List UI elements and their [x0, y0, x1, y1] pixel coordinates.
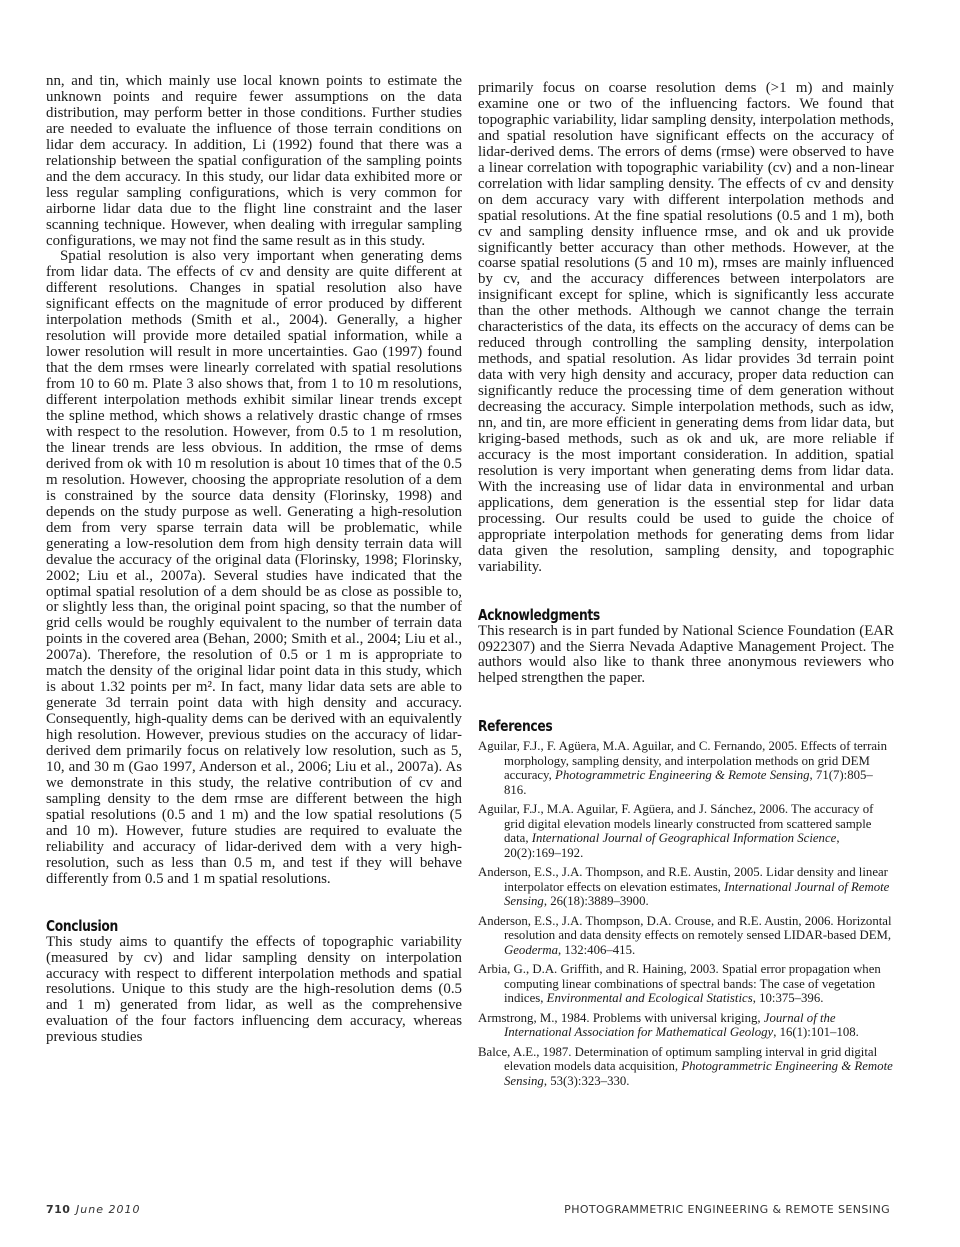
- references-heading: References: [478, 717, 553, 736]
- reference-item: Aguilar, F.J., F. Agüera, M.A. Aguilar, and C. Fernando, 2005. Effects of terrain morphology, sampling density, and interpolation methods on grid DEM accuracy, Photogrammetric Engineering & Remote Sensing, 71(7):805–816.: [478, 739, 887, 797]
- reference-item: Anderson, E.S., J.A. Thompson, D.A. Crouse, and R.E. Austin, 2006. Horizontal resolution and data density effects on remotely sensed LIDAR-based DEM, Geoderma, 132:406–415.: [478, 913, 892, 957]
- left-column: [46, 74, 462, 1046]
- reference-item: Arbia, G., D.A. Griffith, and R. Haining, 2003. Spatial error propagation when computing linear combinations of spectral bands: The case of vegetation indices, Environmental and Ecological Statistics, 10:375–396.: [478, 962, 881, 1006]
- page-number: 710: [46, 1203, 71, 1216]
- conclusion-heading: Conclusion: [46, 916, 118, 935]
- body-paragraph: Spatial resolution is also very important when generating dems from lidar data. The effects of cv and density are quite different at different resolutions. Changes in spatial resolution also have significant effects on the magnitude of error produced by different interpolation methods (Smith et al., 2004). Generally, a higher resolution will provide more detailed spatial information, while a lower resolution will result in more uncertainties. Gao (1997) found that the dem rmses were linearly correlated with spatial resolutions from 10 to 60 m. Plate 3 also shows that, from 1 to 10 m resolutions, different interpolation methods exhibit similar linear trends except the spline method, which shows a relatively drastic change of rmses with respect to the resolution. However, from 0.5 to 1 m resolution, the linear trends are less obvious. In addition, the rmse of dems derived from ok with 10 m resolution is about 10 times that of the 0.5 m resolution. However, choosing the appropriate resolution of a dem is constrained by the source data density (Florinsky, 1998) and depends on the study purpose as well. Generating a high-resolution dem from very sparse terrain data will be problematic, while generating a low-resolution dem from high density terrain data will devalue the accuracy of the original data (Florinsky, 1998; Florinsky, 2002; Liu et al., 2007a). Several studies have indicated that the optimal spatial resolution of a dem should be as close as possible to, or slightly less than, the original point spacing, so that the number of grid cells would be roughly equivalent to the number of terrain data points in the covered area (Behan, 2000; Smith et al., 2004; Liu et al., 2007a). Therefore, the resolution of 0.5 or 1 m is appropriate to match the density of the original lidar point data in this study, which is about 1.32 points per m². In fact, many lidar data sets are able to generate 3d terrain point data with high density and accuracy. Consequently, high-quality dems can be derived with an equivalently high resolution. However, previous studies on the accuracy of lidar-derived dem primarily focus on relatively low resolution, such as 5, 10, and 30 m (Gao 1997, Anderson et al., 2006; Liu et al., 2007a). As we demonstrate in this study, the relative contribution of cv and sampling density to the dem rmse are different between the high spatial resolutions (0.5 and 1 m) and the low spatial resolutions (5 and 10 m). However, future studies are required to evaluate the reliability and accuracy of lidar-derived dem with a very high-resolution, such as less than 0.5 m, and test if they will behave differently from 0.5 and 1 m spatial resolutions.: [46, 248, 462, 887]
- reference-list: [478, 739, 894, 1088]
- body-paragraph: primarily focus on coarse resolution dems (>1 m) and mainly examine one or two of the influencing factors. We found that topographic variability, lidar sampling density, interpolation methods, and spatial resolution have significant effects on the accuracy of lidar-derived dems. The errors of dems (rmse) were observed to have a linear correlation with topographic variability (cv) and a non-linear correlation with lidar sampling density. The effects of cv and density on dem accuracy vary with different interpolation methods and spatial resolutions. At the fine spatial resolutions (0.5 and 1 m), both cv and sampling density influence rmse, and ok and uk provide significantly better accuracy than other methods. However, at the coarse spatial resolutions (5 and 10 m), rmses are mainly influenced by cv, and the accuracy differences between interpolators are insignificant except for spline, which is significantly less accurate than the other methods. Although we cannot change the terrain characteristics of the data, its effects on the accuracy of dems can be reduced through controlling the sampling density, interpolation methods, and spatial resolution. As lidar provides 3d terrain point data with very high density and accuracy, proper data reduction can significantly reduce the processing time of dem generation without decreasing the accuracy. Simple interpolation methods, such as idw, nn, and tin, are more efficient in generating dems from lidar data, but kriging-based methods, such as ok and uk, are more reliable if accuracy is the most important consideration. In addition, spatial resolution is very important when generating dems from lidar data. With the increasing use of lidar data in environmental and urban applications, dem generation is the essential step for lidar data processing. Our results could be used to guide the choice of appropriate interpolation methods for generating dems from lidar data given the resolution, sampling density, and topographic variability.: [478, 80, 894, 575]
- reference-item: Armstrong, M., 1984. Problems with universal kriging, Journal of the International Association for Mathematical Geology, 16(1):101–108.: [478, 1010, 859, 1040]
- right-column: [478, 81, 894, 1093]
- acknowledgments-heading: Acknowledgments: [478, 605, 600, 624]
- journal-name: PHOTOGRAMMETRIC ENGINEERING & REMOTE SENSING: [564, 1203, 890, 1216]
- page-footer: [46, 1201, 890, 1219]
- reference-item: Anderson, E.S., J.A. Thompson, and R.E. Austin, 2005. Lidar density and linear interpolator effects on elevation estimates, International Journal of Remote Sensing, 26(18):3889–3900.: [478, 865, 890, 909]
- reference-item: Balce, A.E., 1987. Determination of optimum sampling interval in grid digital elevation models data acquisition, Photogrammetric Engineering & Remote Sensing, 53(3):323–330.: [478, 1044, 893, 1088]
- body-paragraph: nn, and tin, which mainly use local known points to estimate the unknown points and require fewer assumptions on the data distribution, may perform better in those conditions. Further studies are needed to evaluate the influence of those terrain conditions on lidar dem accuracy. In addition, Li (1992) found that there was a relationship between the spatial configuration of the sampling points and the dem accuracy. In this study, our lidar data exhibited more or less regular sampling configurations, which is very common for airborne lidar data due to the flight line constraint and the laser scanning technique. However, when dealing with irregular sampling configurations, we may not find the same result as in this study.: [46, 73, 462, 249]
- reference-item: Aguilar, F.J., M.A. Aguilar, F. Agüera, and J. Sánchez, 2006. The accuracy of grid digital elevation models linearly constructed from scattered sample data, International Journal of Geographical Information Science, 20(2):169–192.: [478, 802, 874, 860]
- issue-date: June 2010: [76, 1203, 141, 1216]
- acknowledgments-paragraph: This research is in part funded by National Science Foundation (EAR 0922307) and the Sierra Nevada Adaptive Management Project. The authors would also like to thank three anonymous reviewers who helped strengthen the paper.: [478, 622, 894, 687]
- conclusion-paragraph: This study aims to quantify the effects of topographic variability (measured by cv) and lidar sampling density on interpolation accuracy with respect to different interpolation methods and spatial resolutions. Unique to this study are the high-resolution dems (0.5 and 1 m) generated from lidar, as well as the comprehensive evaluation of the four factors influencing dem accuracy, whereas previous studies: [46, 933, 462, 1046]
